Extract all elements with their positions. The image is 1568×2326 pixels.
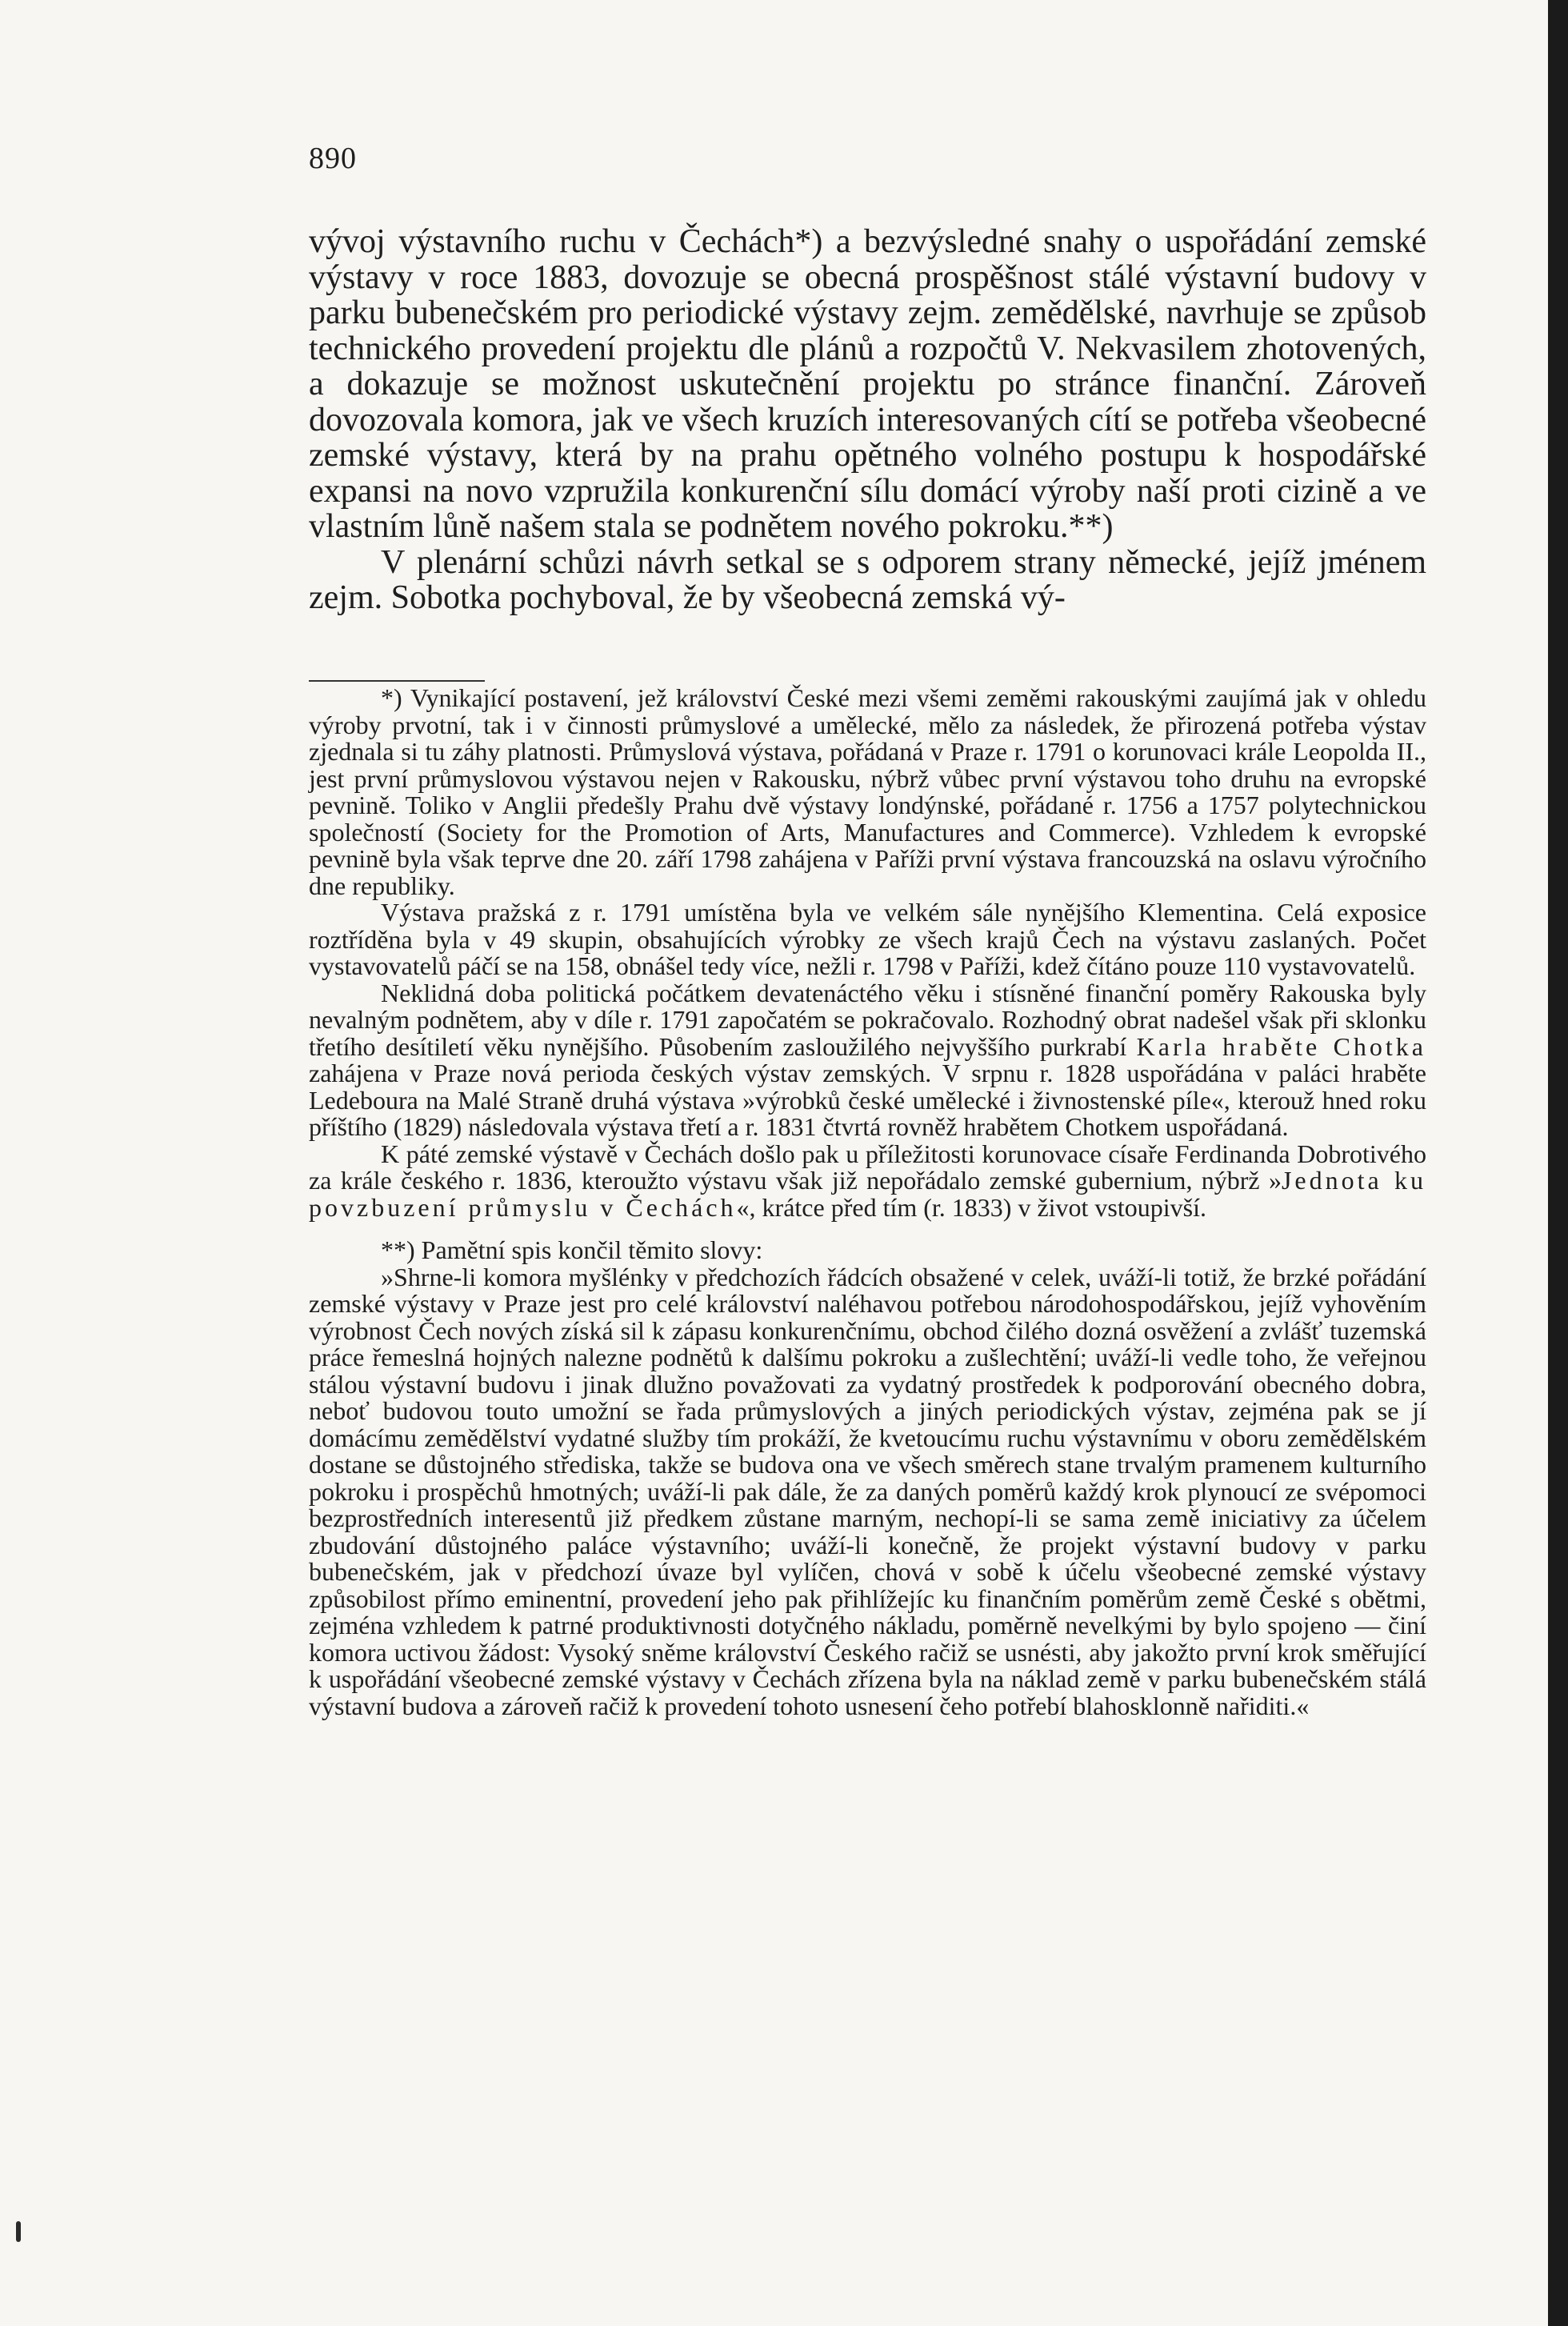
footnote-quote: »Shrne-li komora myšlénky v předchozích řádcích obsažené v celek, uváží-li totiž, že brzké pořádání zemské výstavy v Praze jest pro celé království naléhavou potřebou národohospodářskou, jejíž vyhověním výrobnost Čech nových získá sil k zápasu konkurenčnímu, obchod čilého dozná osvěžení a zvlášť tuzemská práce řemeslná hojných nalezne podnětů k dalšímu pokroku a zušlechtění; uváží-li vedle toho, že veřejnou stálou výstavní budovu i jinak dlužno považovati za vydatný prostředek k podporování obecného dobra, neboť budovou touto umožní se řada průmyslových a jiných periodických výstav, zejména pak se jí domácímu zemědělství vydatné služby tím prokáží, že kvetoucímu ruchu výstavnímu v oboru zemědělském dostane se důstojného střediska, takže se budova ona ve všech směrech stane trvalým pramenem kulturního pokroku i prospěchů hmotných; uváží-li pak dále, že za daných poměrů každý krok plynoucí ze svépomoci bezprostředních interesentů již předkem zůstane marným, nechopí-li se sama země iniciativy za účelem zbudování důstojného paláce výstavního; uváží-li konečně, že projekt výstavní budovy v parku bubenečském, jak v předchozí úvaze byl vylíčen, chová v sobě k účelu všeobecné zemské výstavy způsobilost přímo eminentní, provedení jeho pak přihlížejíc ku finančním poměrům země České s obětmi, zejména vzhledem k patrné produktivnosti dotyčného nákladu, poměrně nevelkými by bylo spojeno — činí komora uctivou žádost: Vysoký sněme království Českého račiž se usnésti, aby jakožto první krok směřující k uspořádání všeobecné zemské výstavy v Čechách zřízena byla na náklad země v parku bubenečském stálá výstavní budova a zároveň račiž k provedení tohoto usnesení čeho potřebí blahosklonně nařiditi.« <box>309 1262 1426 1720</box>
footnote-text: «, krátce před tím (r. 1833) v život vstoupivší. <box>736 1192 1206 1222</box>
footnote-paragraph: *) Vynikající postavení, jež království České mezi všemi zeměmi rakouskými zaujímá jak v ohledu výroby prvotní, tak i v činnosti průmyslové a umělecké, mělo za následek, že přirozená potřeba výstav zjednala si tu záhy platnosti. Průmyslová výstava, pořádaná v Praze r. 1791 o korunovaci krále Leopolda II., jest první průmyslovou výstavou nejen v Rakousku, nýbrž vůbec první výstavou toho druhu na evropské pevnině. Toliko v Anglii předešly Prahu dvě výstavy londýnské, pořádané r. 1756 a 1757 polytechnickou společností (Society for the Promotion of Arts, Manufactures and Commerce). Vzhledem k evropské pevnině byla však teprve dne 20. září 1798 zahájena v Paříži první výstava francouzská na oslavu výročního dne republiky. <box>309 683 1426 900</box>
footnote-divider <box>309 680 485 682</box>
footnote-intro: **) Pamětní spis končil těmito slovy: <box>381 1235 763 1264</box>
scan-mark <box>16 2221 21 2242</box>
footnotes <box>309 685 1426 1719</box>
footnote-text: K páté zemské výstavě v Čechách došlo pak u příležitosti korunovace císaře Ferdinanda Dobrotivého za krále českého r. 1836, kteroužto výstavu však již nepořádalo zemské gubernium, nýbrž » <box>309 1139 1426 1195</box>
scan-border <box>1548 0 1568 2326</box>
footnote-text: zahájena v Praze nová perioda českých výstav zemských. V srpnu r. 1828 uspořádána v paláci hraběte Ledeboura na Malé Straně druhá výstava »výrobků české umělecké i živnostenské píle«, kterouž hned roku příštího (1829) následovala výstava třetí a r. 1831 čtvrtá rovněž hrabětem Chotkem uspořádaná. <box>309 1059 1426 1141</box>
society-name: Jednota ku povzbuzení průmyslu v Čechách <box>309 1166 1427 1222</box>
page-number: 890 <box>309 142 357 175</box>
footnote-paragraph: Výstava pražská z r. 1791 umístěna byla ve velkém sále nynějšího Klementina. Celá exposice roztříděna byla v 49 skupin, obsahujících výrobky ze všech krajů Čech na výstavu zaslaných. Počet vystavovatelů páčí se na 158, obnášel tedy více, nežli r. 1798 v Paříži, kdež čítáno pouze 110 vystavovatelů. <box>309 898 1426 980</box>
footnote-paragraph <box>309 1141 1426 1222</box>
footnote-paragraph <box>309 980 1426 1141</box>
footnote-text: Neklidná doba politická počátkem devatenáctého věku i stísněné finanční poměry Rakouska byly nevalným podnětem, aby v díle r. 1791 započatém se pokračovalo. Rozhodný obrat nadešel však při sklonku třetího desítiletí věku nynějšího. Působením zasloužilého nejvyššího purkrabí <box>309 978 1426 1061</box>
person-name: Karla hraběte Chotka <box>1136 1031 1427 1061</box>
main-paragraph: vývoj výstavního ruchu v Čechách*) a bezvýsledné snahy o uspořádání zemské výstavy v roce 1883, dovozuje se obecná prospěšnost stálé výstavní budovy v parku bubenečském pro periodické výstavy zejm. zemědělské, navrhuje se způsob technického provedení projektu dle plánů a rozpočtů V. Nekvasilem zhotovených, a dokazuje se možnost uskutečnění projektu po stránce finanční. Zároveň dovozovala komora, jak ve všech kruzích interesovaných cítí se potřeba všeobecné zemské výstavy, která by na prahu opětného volného postupu k hospodářské expansi na novo vzpružila konkurenční sílu domácí výroby naší proti cizině a ve vlastním lůně našem stala se podnětem nového pokroku.**) <box>309 223 1426 545</box>
main-paragraph: V plenární schůzi návrh setkal se s odporem strany německé, jejíž jménem zejm. Sobotka pochyboval, že by všeobecná zemská vý- <box>309 543 1426 616</box>
main-text <box>309 224 1426 616</box>
